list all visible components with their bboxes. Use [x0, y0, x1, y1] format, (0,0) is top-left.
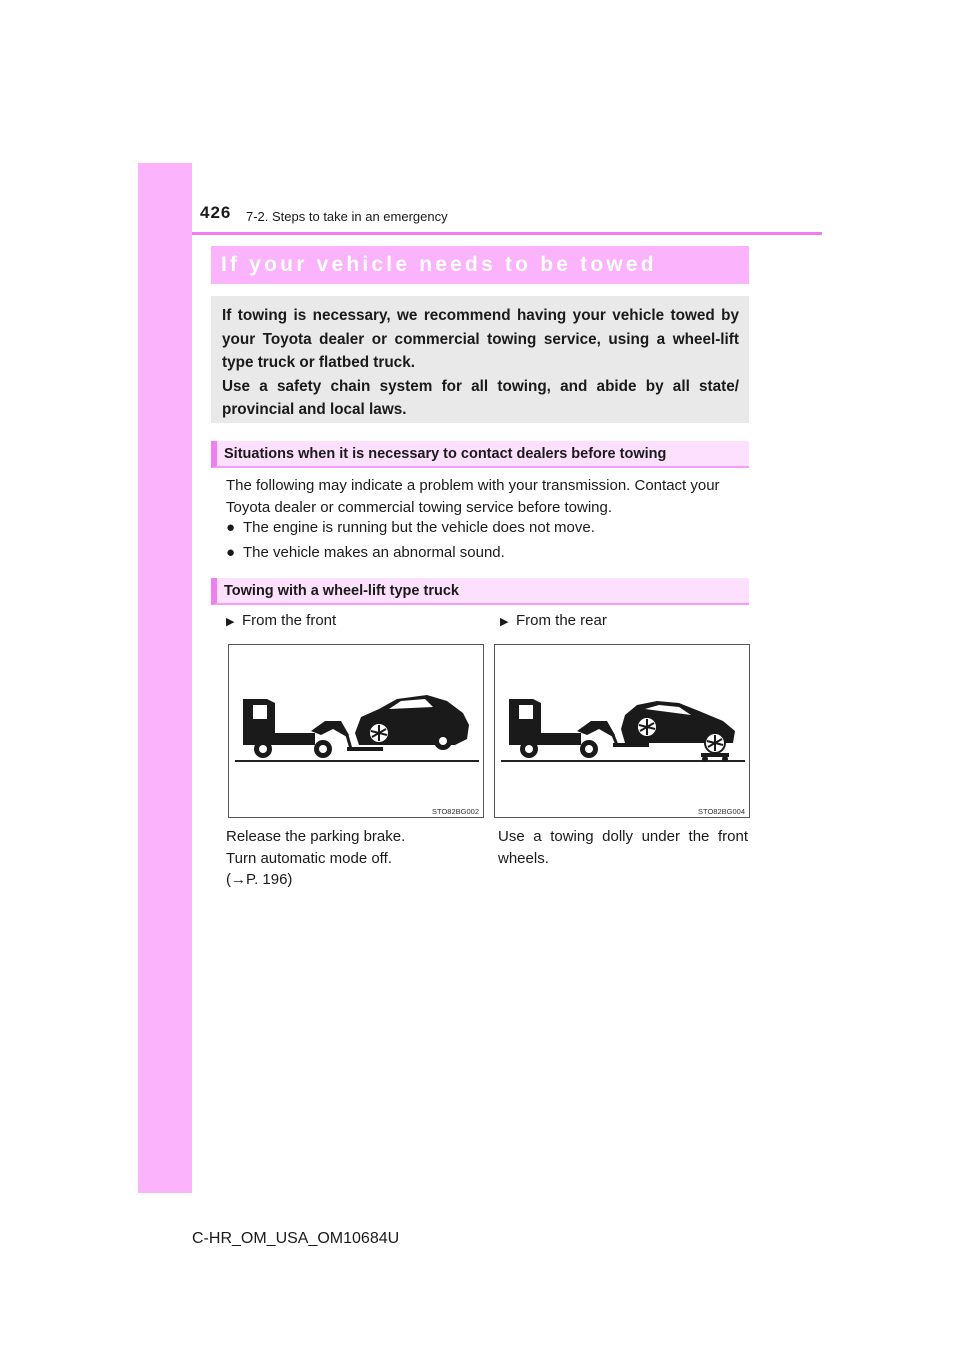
situations-paragraph: The following may indicate a problem with your transmission. Contact your Toyota dealer or commercial towing service before towing.	[226, 477, 720, 516]
intro-paragraph: If towing is necessary, we recommend having your vehicle towed by your Toyota dealer or commercial towing service, using a wheel-lift type truck or flatbed truck.	[222, 307, 739, 371]
rear-tow-figure	[494, 644, 750, 818]
right-triangle-icon: ▶	[226, 616, 235, 628]
list-item	[226, 544, 505, 561]
tow-truck-rear-illustration	[495, 645, 749, 817]
document-id: C-HR_OM_USA_OM10684U	[192, 1230, 400, 1247]
tow-truck-front-illustration	[229, 645, 483, 817]
page-reference-link[interactable]: (→P. 196)	[226, 871, 293, 888]
list-item-text: The engine is running but the vehicle does not move.	[243, 519, 595, 536]
front-case-text: From the front	[242, 612, 337, 629]
chapter-title: 7-2. Steps to take in an emergency	[246, 209, 448, 224]
front-caption	[226, 826, 476, 891]
front-case-label	[226, 612, 336, 629]
bullet-icon: ●	[226, 544, 236, 561]
chapter-side-tab	[138, 163, 192, 1193]
intro-box	[211, 296, 749, 423]
list-item-text: The vehicle makes an abnormal sound.	[243, 544, 505, 561]
right-triangle-icon: ▶	[500, 616, 509, 628]
rear-caption	[498, 826, 748, 869]
front-tow-figure	[228, 644, 484, 818]
caption-line: Turn automatic mode off.	[226, 849, 392, 867]
list-item	[226, 519, 595, 536]
situations-heading: Situations when it is necessary to contact dealers before towing	[211, 441, 749, 468]
figure-code: STO82BG002	[432, 807, 479, 816]
wheel-lift-heading: Towing with a wheel-lift type truck	[211, 578, 749, 605]
rear-case-text: From the rear	[516, 612, 607, 629]
figure-code: STO82BG004	[698, 807, 745, 816]
caption-line: Release the parking brake.	[226, 828, 406, 845]
rear-case-label	[500, 612, 607, 629]
situations-text	[226, 475, 750, 519]
header-rule	[192, 232, 822, 235]
caption-line: Use a towing dolly under the front wheels.	[498, 828, 748, 867]
intro-paragraph: Use a safety chain system for all towing, and abide by all state/ provincial and local laws.	[222, 377, 739, 418]
section-title: If your vehicle needs to be towed	[211, 246, 749, 284]
bullet-icon: ●	[226, 519, 236, 536]
page-number: 426	[200, 203, 232, 222]
